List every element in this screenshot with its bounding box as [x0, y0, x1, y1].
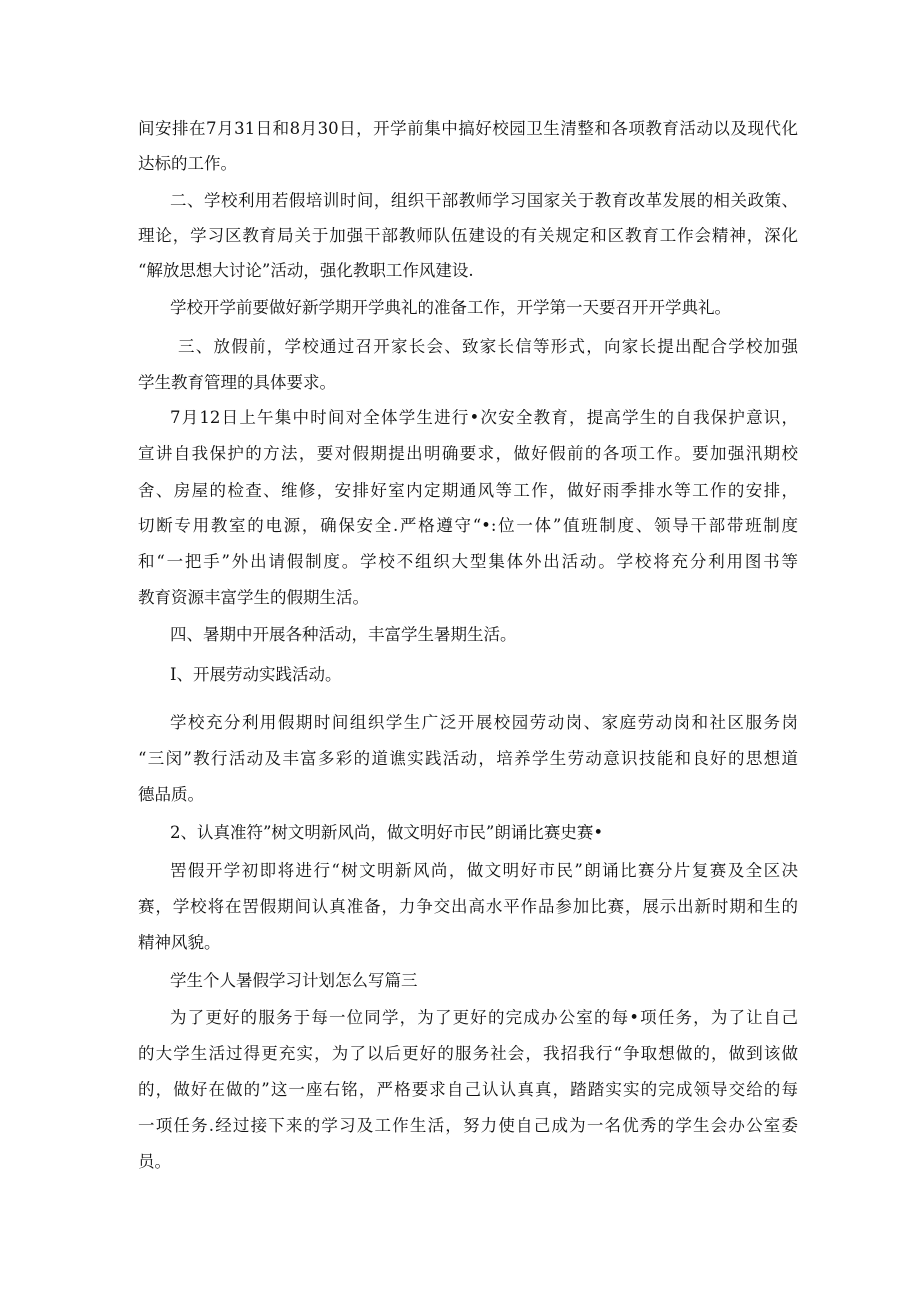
text-line: 2、认真准符”树文明新风尚，做文明好市民”朗诵比赛史赛• — [170, 823, 604, 842]
text-line: 间安排在7月31日和8月30日，开学前集中搞好校园卫生清整和各项教育活动以及现代化 — [138, 119, 798, 138]
text-line: 学校开学前要做好新学期开学典礼的准备工作，开学第一天要召开开学典礼。 — [170, 298, 731, 317]
text-line: “三闵”教行活动及丰富多彩的道谯实践活动，培养学生劳动意识技能和良好的思想道 — [138, 749, 798, 768]
text-line: 教育资源丰富学生的假期生活。 — [138, 588, 369, 607]
text-line: “解放思想大讨论”活动，强化教职工作风建设. — [138, 261, 474, 280]
text-line: I、开展劳动实践活动。 — [170, 665, 342, 684]
text-line: 达标的工作。 — [138, 154, 237, 173]
text-line: 和“一把手”外出请假制度。学校不组织大型集体外出活动。学校将充分利用图书等 — [138, 552, 798, 571]
text-line: 赛，学校将在罟假期间认真准备，力争交出高水平作品参加比赛，展示出新时期和生的 — [138, 897, 798, 916]
text-line: 7月12日上午集中时间对全体学生进行•次安全教育，提高学生的自我保护意识， — [170, 408, 798, 427]
text-line: 宣讲自我保护的方法，要对假期提出明确要求，做好假前的各项工作。要加强汛期校 — [138, 444, 798, 463]
text-line: 学生教育管理的具体要求。 — [138, 373, 336, 392]
text-line: 为了更好的服务于每一位同学，为了更好的完成办公室的每•项任务，为了让自己 — [170, 1008, 798, 1027]
text-line: 的大学生活过得更充实，为了以后更好的服务社会，我招我行“争取想做的，做到该做 — [138, 1044, 798, 1063]
text-line: 员。 — [138, 1152, 171, 1171]
text-line: 四、暑期中开展各种活动，丰富学生暑期生活。 — [170, 625, 517, 644]
text-line: 精神风貌。 — [138, 933, 221, 952]
text-line: 的，做好在做的”这一座右铭，严格要求自己认认真真，踏踏实实的完成领导交给的每 — [138, 1080, 798, 1099]
text-line: 学校充分利用假期时间组织学生广泛开展校园劳动岗、家庭劳动岗和社区服务岗 — [170, 713, 798, 732]
text-line: 三、放假前，学校通过召开家长会、致家长信等形式，向家长提出配合学校加强 — [178, 337, 798, 356]
text-line: 理论，学习区教育局关于加强干部教师队伍建设的有关规定和区教育工作会精神，深化 — [138, 226, 798, 245]
text-line: 切断专用教室的电源，确保安全.严格遵守“•:位一体”值班制度、领导干部带班制度 — [138, 516, 798, 535]
section-heading: 学生个人暑假学习计划怎么写篇三 — [170, 971, 418, 990]
text-line: 德品质。 — [138, 785, 204, 804]
text-line: 一项任务.经过接下来的学习及工作生活，努力使自己成为一名优秀的学生会办公室委 — [138, 1116, 798, 1135]
text-line: 二、学校利用若假培训时间，组织干部教师学习国家关于教育改革发展的相关政策、 — [170, 191, 798, 210]
text-line: 罟假开学初即将进行“树文明新风尚，做文明好市民”朗诵比赛分片复赛及全区决 — [170, 861, 798, 880]
text-line: 舍、房屋的检查、维修，安排好室内定期通风等工作，做好雨季排水等工作的安排， — [138, 481, 798, 500]
